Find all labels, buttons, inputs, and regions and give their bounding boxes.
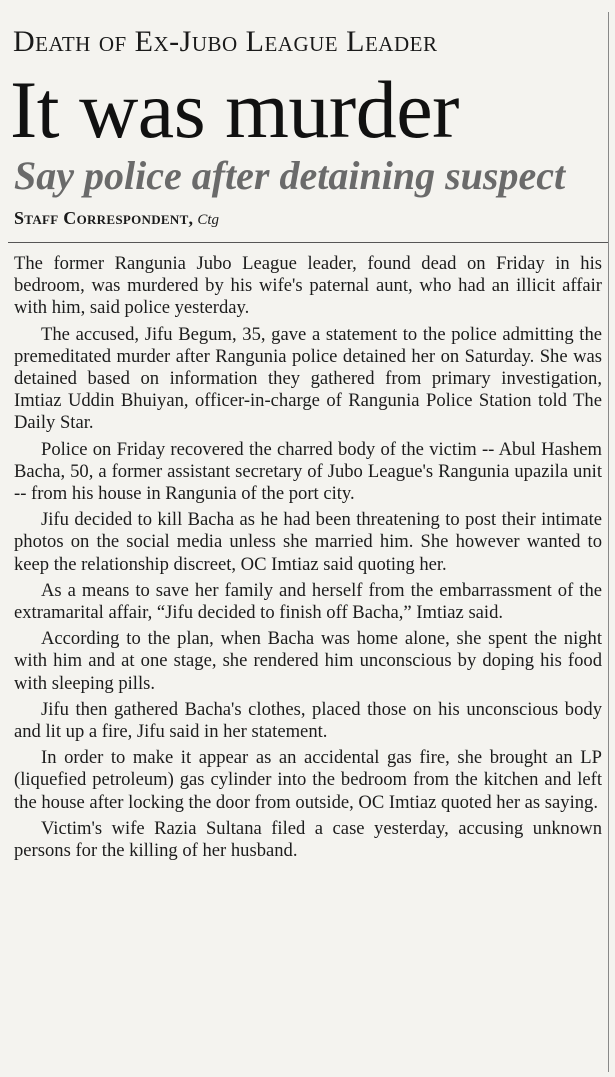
paragraph: The former Rangunia Jubo League leader, found dead on Friday in his bedroom, was murdered by his wife's paternal aunt, who had an illicit affair with him, said police yesterday.: [14, 253, 602, 319]
main-headline: It was murder: [10, 64, 459, 155]
paragraph: Jifu decided to kill Bacha as he had been threatening to post their intimate photos on the social media unless she married him. She however wanted to keep the relationship discreet, OC Imtiaz said quoting her.: [14, 509, 602, 575]
paragraph: The accused, Jifu Begum, 35, gave a statement to the police admitting the premeditated murder after Rangunia police detained her on Saturday. She was detained based on information they gathered from primary investigation, Imtiaz Uddin Bhuiyan, officer-in-charge of Rangunia Police Station told The Daily Star.: [14, 323, 602, 434]
byline-author: Staff Correspondent,: [14, 208, 194, 228]
kicker-headline: Death of Ex-Jubo League Leader: [13, 25, 438, 58]
byline-location: Ctg: [197, 212, 220, 228]
byline-divider: [8, 242, 608, 243]
paragraph: Victim's wife Razia Sultana filed a case yesterday, accusing unknown persons for the killing of her husband.: [14, 817, 602, 862]
byline: [14, 207, 609, 231]
paragraph: Police on Friday recovered the charred body of the victim -- Abul Hashem Bacha, 50, a former assistant secretary of Jubo League's Rangunia upazila unit -- from his house in Rangunia of the port city.: [14, 438, 602, 505]
paragraph: According to the plan, when Bacha was home alone, she spent the night with him and at one stage, she rendered him unconscious by doping his food with sleeping pills.: [14, 628, 602, 694]
article-body: [14, 253, 602, 866]
paragraph: As a means to save her family and herself from the embarrassment of the extramarital affair, “Jifu decided to finish off Bacha,” Imtiaz said.: [14, 579, 602, 624]
paragraph: Jifu then gathered Bacha's clothes, placed those on his unconscious body and lit up a fire, Jifu said in her statement.: [14, 698, 602, 743]
paragraph: In order to make it appear as an accidental gas fire, she brought an LP (liquefied petroleum) gas cylinder into the bedroom from the kitchen and left the house after locking the door from outside, OC Imtiaz quoted her as saying.: [14, 747, 602, 813]
subheadline: Say police after detaining suspect: [14, 153, 566, 198]
